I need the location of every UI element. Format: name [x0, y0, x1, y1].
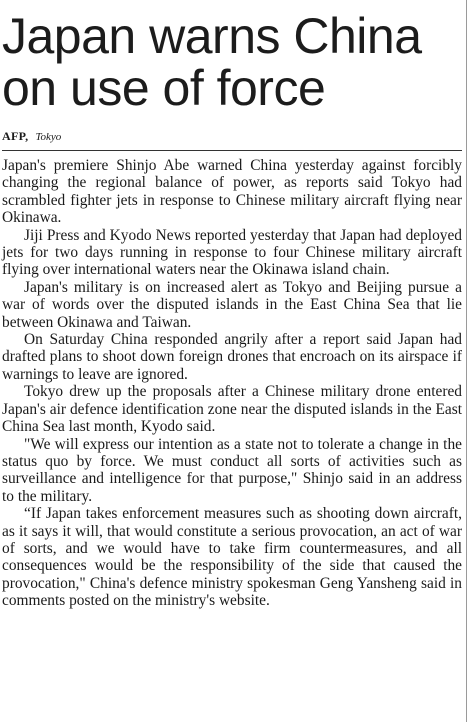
article-paragraph: Japan's military is on increased alert as Tokyo and Beijing pursue a war of words over the disputed islands in the East China Sea that lie between Okinawa and Taiwan. [2, 278, 462, 331]
headline-line-1: Japan warns China [2, 8, 422, 64]
article-paragraph: "We will express our intention as a state not to tolerate a change in the status quo by force. We must conduct all sorts of activities such as surveillance and intelligence for that purpose," Shinjo said in an address to the military. [2, 435, 462, 505]
article-paragraph: Tokyo drew up the proposals after a Chinese military drone entered Japan's air defence identification zone near the disputed islands in the East China Sea last month, Kyodo said. [2, 383, 462, 436]
column-divider [466, 0, 467, 722]
headline [2, 10, 462, 114]
article-paragraph: “If Japan takes enforcement measures such as shooting down aircraft, as it says it will, that would constitute a serious provocation, an act of war of sorts, and we would have to take firm countermeasures, and all consequences would be the responsibility of the side that caused the provocation," China's defence ministry spokesman Geng Yansheng said in comments posted on the ministry's website. [2, 505, 462, 610]
byline-agency: AFP, [2, 129, 29, 143]
article-paragraph: Jiji Press and Kyodo News reported yesterday that Japan had deployed jets for two days running in response to four Chinese military aircraft flying over international waters near the Okinawa island chain. [2, 226, 462, 279]
byline-divider [2, 150, 462, 151]
article-paragraph: Japan's premiere Shinjo Abe warned China yesterday against forcibly changing the regional balance of power, as reports said Tokyo had scrambled fighter jets in response to Chinese military aircraft flying near Okinawa. [2, 157, 462, 227]
byline-place: Tokyo [35, 131, 62, 143]
article-paragraph: On Saturday China responded angrily after a report said Japan had drafted plans to shoot down foreign drones that encroach on its airspace if warnings to leave are ignored. [2, 331, 462, 383]
news-article [2, 0, 462, 610]
headline-line-2: on use of force [2, 60, 326, 116]
article-body [2, 157, 462, 610]
byline [2, 128, 462, 144]
